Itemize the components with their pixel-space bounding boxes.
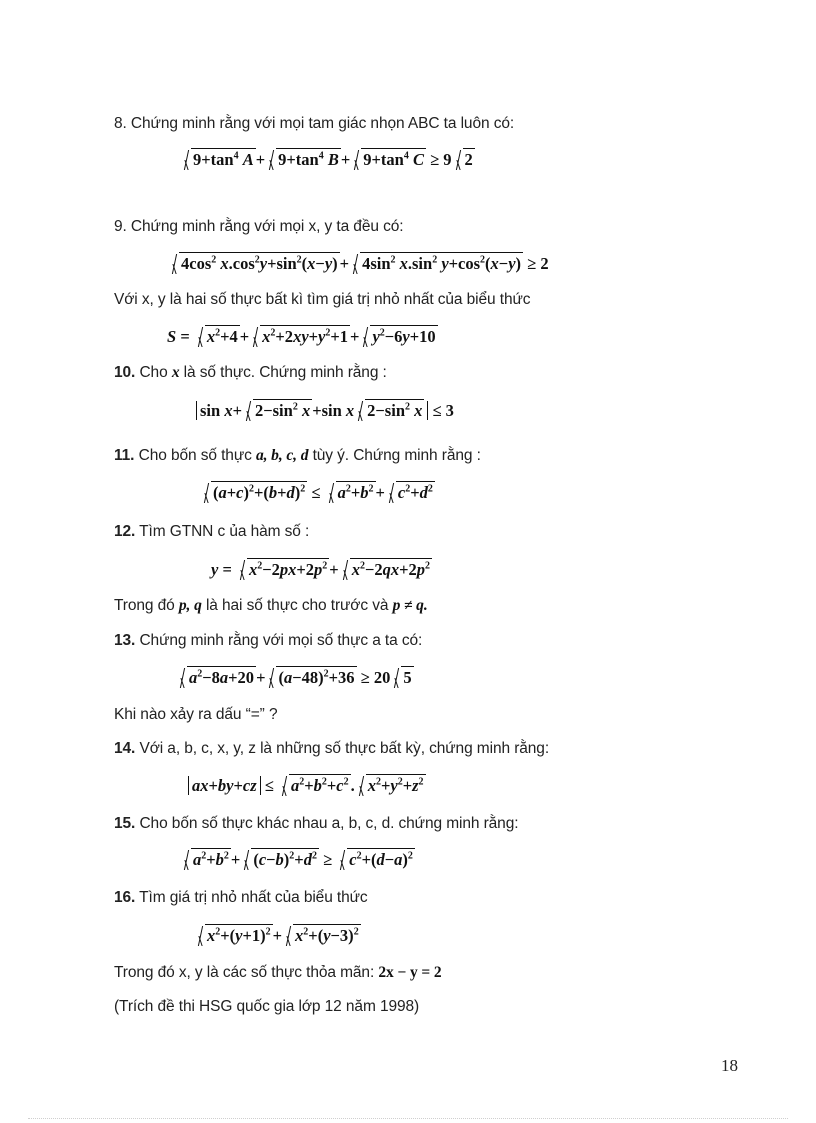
problem-16-text2: Trong đó x, y là các số thực thỏa mãn: 2x − y = 2 xyxy=(114,964,442,981)
problem-10-formula: $\sin x+ 2-\sin^2$ x +sin x $2-\sin^2$ x ≤ 3 xyxy=(196,399,454,421)
problem-10-text: 10. Cho x là số thực. Chứng minh rằng : xyxy=(114,364,387,381)
problem-13-text: 13. Chứng minh rằng với mọi số thực a ta có: xyxy=(114,632,423,649)
problem-14-text: 14. Với a, b, c, x, y, z là những số thực bất kỳ, chứng minh rằng: xyxy=(114,740,550,757)
problem-16-text: 16. Tìm giá trị nhỏ nhất của biểu thức xyxy=(114,889,368,906)
page-number: 18 xyxy=(721,1056,738,1075)
problem-14-formula: $ax+by+cz \le a^2+b^2+c^2$ . $x^2+y^2+z^2$ xyxy=(188,774,426,796)
problem-9-text: 9. Chứng minh rằng với mọi x, y ta đều có: xyxy=(114,218,404,235)
problem-16-source: (Trích đề thi HSG quốc gia lớp 12 năm 1998) xyxy=(114,998,420,1015)
problem-11-text: 11. Cho bốn số thực a, b, c, d tùy ý. Chứng minh rằng : xyxy=(114,447,481,464)
problem-12-text: 12. Tìm GTNN c ủa hàm số : xyxy=(114,523,310,540)
problem-9-formula-s: $S = x^2+4 + x^2+2xy+y^2+1 + y^2-6y+10$ xyxy=(167,327,436,346)
problem-15-text: 15. Cho bốn số thực khác nhau a, b, c, d. chứng minh rằng: xyxy=(114,815,519,832)
problem-12-text2: Trong đó p, q là hai số thực cho trước và p ≠ q. xyxy=(114,597,428,614)
problem-12-formula: $y = x^2-2px+2p^2 + x^2-2qx+2p^2$ xyxy=(211,560,431,579)
problem-11-formula: $(a+c)^2+(b+d)^2 \le a^2+b^2 + c^2+d^2$ xyxy=(200,481,435,503)
problem-15-formula: $a^2+b^2 + (c-b)^2+d^2 \ge c^2+(d-a)^2$ xyxy=(180,848,415,870)
problem-9-formula: $4\cos^2$ $x.\cos^2y+\sin^2(x-y) + 4\sin^2$ $x.\sin^2$ $y+\cos^2(x-y) \ge 2$ xyxy=(168,252,549,274)
problem-9-text2: Với x, y là hai số thực bất kì tìm giá trị nhỏ nhất của biểu thức xyxy=(114,291,531,308)
problem-16-formula: $x^2+(y+1)^2 + x^2+(y-3)^2$ xyxy=(194,924,361,946)
problem-8-text: 8. Chứng minh rằng với mọi tam giác nhọn ABC ta luôn có: xyxy=(114,115,515,132)
problem-13-text2: Khi nào xảy ra dấu “=” ? xyxy=(114,706,278,723)
problem-13-formula: $a^2-8a+20 + (a-48)^2+36 \ge 20$ 5 xyxy=(176,666,414,688)
footer-divider xyxy=(28,1118,788,1119)
problem-8-formula: $9+\tan^4$ $A + 9+\tan^4$ $B + 9+\tan^4$ C ≥ 9 2 xyxy=(180,148,475,170)
